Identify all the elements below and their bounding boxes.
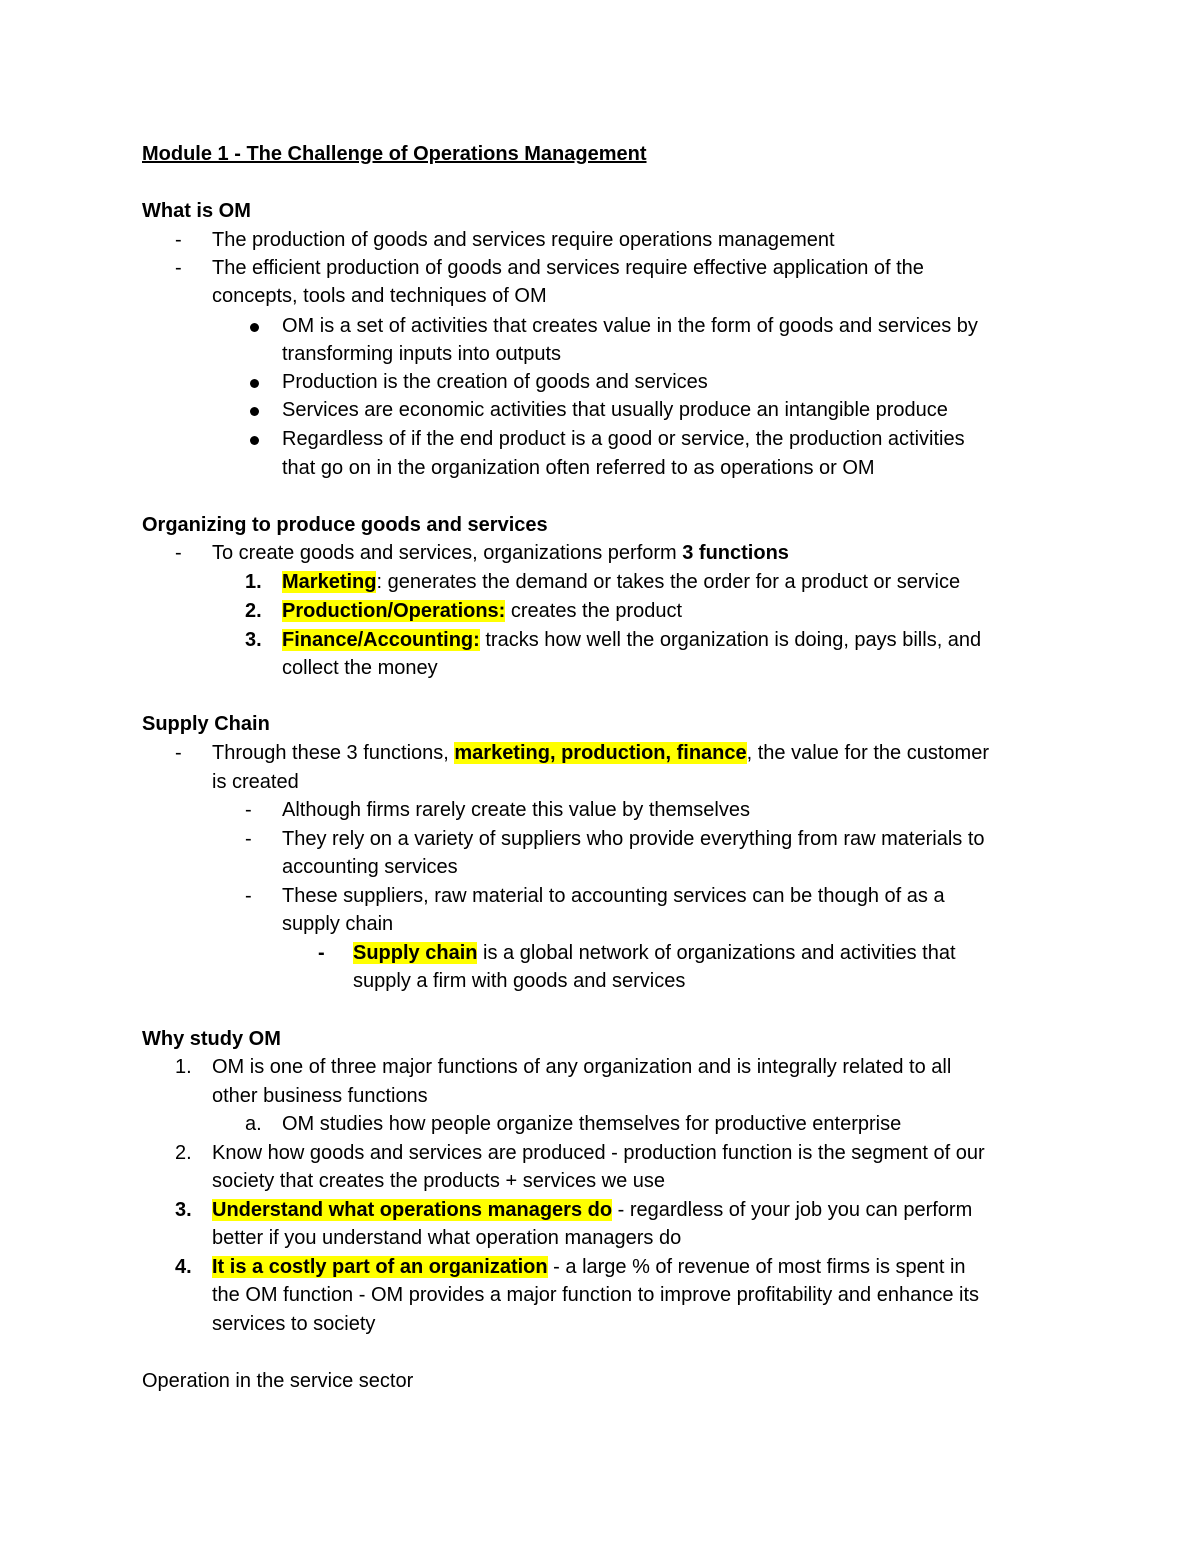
item-text: - regardless of your job you can perform [612,1199,973,1221]
highlighted-term: Understand what operations managers do [212,1199,613,1221]
bullet-item: Services are economic activities that usually produce an intangible produce [282,399,948,421]
document-title: Module 1 - The Challenge of Operations Management [142,143,647,165]
sub-list-item-continued: accounting services [282,856,458,878]
list-item: The production of goods and services require operations management [212,229,835,251]
highlighted-term: Production/Operations: [282,600,506,622]
list-item [212,539,1200,567]
list-item-text: , the value for the customer [746,742,989,764]
item-text: is a global network of organizations and activities that [477,942,956,964]
bullet-icon [250,407,259,416]
bullet-item-continued: that go on in the organization often referred to as operations or OM [282,457,875,479]
dash-marker: - [175,257,182,279]
section-heading-what-is-om: What is OM [142,200,251,222]
sub-sub-list-item-continued: supply a firm with goods and services [353,970,686,992]
numbered-item [212,1253,1200,1281]
highlighted-term: Marketing [282,571,377,593]
section-heading-supply-chain: Supply Chain [142,713,270,735]
section-heading-organizing: Organizing to produce goods and services [142,514,548,536]
list-item-continued: concepts, tools and techniques of OM [212,285,547,307]
item-text: tracks how well the organization is doing, pays bills, and [479,629,982,651]
list-number: 2. [175,1142,192,1164]
sub-sub-list-item [353,939,1200,967]
numbered-item [282,597,1200,625]
dash-marker: - [245,799,252,821]
emphasis-text: 3 functions [682,542,789,564]
bullet-item: Production is the creation of goods and services [282,371,708,393]
item-text: - a large % of revenue of most firms is spent in [547,1256,966,1278]
list-number: 3. [245,629,262,651]
list-number: 2. [245,600,262,622]
item-text: creates the product [505,600,683,622]
bullet-icon [250,436,259,445]
bullet-item-continued: transforming inputs into outputs [282,343,562,365]
dash-marker: - [175,542,182,564]
list-number: 3. [175,1199,192,1221]
numbered-item: OM is one of three major functions of any organization and is integrally related to all [212,1056,952,1078]
numbered-item-continued: better if you understand what operation managers do [212,1227,682,1249]
numbered-item-continued: other business functions [212,1085,428,1107]
numbered-item-continued: society that creates the products + services we use [212,1170,665,1192]
dash-marker: - [175,742,182,764]
highlighted-term: Finance/Accounting: [282,629,480,651]
section-heading-why-study-om: Why study OM [142,1028,281,1050]
trailing-heading: Operation in the service sector [142,1370,414,1392]
numbered-item [282,568,1200,596]
highlighted-term: marketing, production, finance [454,742,747,764]
numbered-item-continued: services to society [212,1313,376,1335]
item-text: : generates the demand or takes the order for a product or service [376,571,961,593]
list-item-text: To create goods and services, organizations perform [212,542,683,564]
list-item-text: Through these 3 functions, [212,742,455,764]
list-number: 1. [245,571,262,593]
bullet-item: OM is a set of activities that creates value in the form of goods and services by [282,315,978,337]
lettered-item: OM studies how people organize themselves for productive enterprise [282,1113,902,1135]
sub-list-item-continued: supply chain [282,913,394,935]
sub-list-item: Although firms rarely create this value by themselves [282,799,750,821]
dash-marker: - [318,942,325,964]
dash-marker: - [245,828,252,850]
bullet-icon [250,323,259,332]
list-item: The efficient production of goods and services require effective application of the [212,257,924,279]
sub-list-item: These suppliers, raw material to accounting services can be though of as a [282,885,945,907]
list-number: 1. [175,1056,192,1078]
list-item [212,739,1200,767]
bullet-item: Regardless of if the end product is a good or service, the production activities [282,428,965,450]
numbered-item-continued: collect the money [282,657,438,679]
highlighted-term: It is a costly part of an organization [212,1256,548,1278]
sub-list-item: They rely on a variety of suppliers who provide everything from raw materials to [282,828,985,850]
numbered-item-continued: the OM function - OM provides a major function to improve profitability and enhance its [212,1284,980,1306]
list-number: 4. [175,1256,192,1278]
highlighted-term: Supply chain [353,942,478,964]
list-letter: a. [245,1113,262,1135]
bullet-icon [250,379,259,388]
list-item-continued: is created [212,771,299,793]
numbered-item [282,626,1200,654]
dash-marker: - [175,229,182,251]
dash-marker: - [245,885,252,907]
numbered-item [212,1196,1200,1224]
numbered-item: Know how goods and services are produced - production function is the segment of our [212,1142,985,1164]
